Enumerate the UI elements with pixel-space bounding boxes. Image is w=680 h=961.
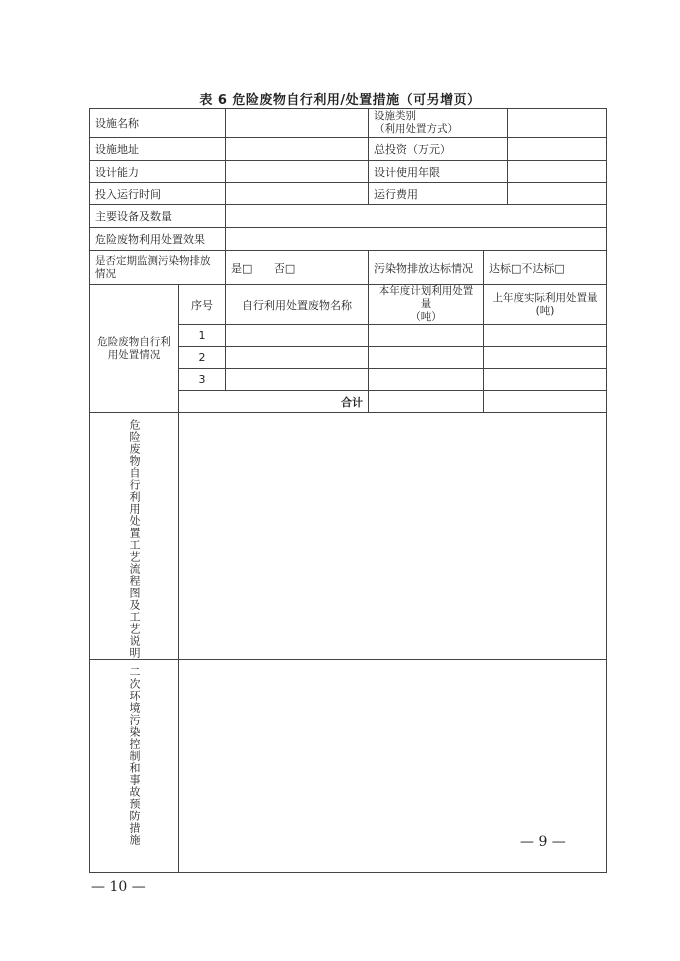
row-design-capacity [90,161,607,183]
design-capacity-label: 设计能力 [90,161,226,183]
row-facility-address [90,138,607,161]
monitoring-options [226,251,369,285]
planned-header-line1: 本年度计划利用处置量 [378,285,474,310]
row-start-time [90,183,607,205]
facility-address-label: 设施地址 [90,138,226,161]
row-monitoring [90,251,607,285]
seq-cell: 1 [179,325,226,347]
facility-type-field[interactable] [508,109,607,138]
planned-amount-cell[interactable] [369,325,484,347]
actual-amount-cell[interactable] [484,347,607,369]
disposal-section-label: 危险废物自行利用处置情况 [90,285,179,413]
no-checkbox[interactable]: 否□ [273,261,296,275]
row-treatment-effect [90,228,607,251]
planned-amount-cell[interactable] [369,369,484,391]
row-main-equipment [90,205,607,228]
actual-header-line1: 上年度实际利用处置量 [492,291,598,304]
planned-amount-header [369,285,484,325]
start-time-label: 投入运行时间 [90,183,226,205]
planned-header-line2: （吨） [410,311,442,323]
compliant-checkbox[interactable]: 达标□ [489,261,522,275]
actual-header-line2: (吨) [535,304,555,317]
waste-name-cell[interactable] [226,325,369,347]
page-number-inner: — 9 — [520,834,566,850]
process-section-text: 危险废物自行利用处置工艺流程图及工艺说明 [128,419,141,659]
secondary-section-text: 二次环境污染控制和事故预防措施 [128,666,141,846]
facility-type-line2: （利用处置方式） [374,123,458,135]
emission-compliance-label: 污染物排放达标情况 [369,251,484,285]
yes-checkbox[interactable]: 是□ [231,261,253,275]
seq-cell: 3 [179,369,226,391]
waste-name-header: 自行利用处置废物名称 [226,285,369,325]
start-time-field[interactable] [226,183,369,205]
total-investment-field[interactable] [508,138,607,161]
design-life-label: 设计使用年限 [369,161,508,183]
main-equipment-label: 主要设备及数量 [90,205,226,228]
design-life-field[interactable] [508,161,607,183]
row-disposal-header [90,285,607,325]
main-equipment-field[interactable] [226,205,607,228]
actual-amount-cell[interactable] [484,325,607,347]
page-number-outer: — 10 — [91,879,146,895]
facility-name-field[interactable] [226,109,369,138]
row-facility-name [90,109,607,138]
row-process-section [90,413,607,660]
operating-cost-field[interactable] [508,183,607,205]
planned-amount-cell[interactable] [369,347,484,369]
facility-type-line1: 设施类别 [374,110,416,122]
compliance-options [484,251,607,285]
monitoring-question-label: 是否定期监测污染物排放情况 [90,251,226,285]
operating-cost-label: 运行费用 [369,183,508,205]
seq-cell: 2 [179,347,226,369]
design-capacity-field[interactable] [226,161,369,183]
waste-disposal-form [89,108,607,873]
seq-header: 序号 [179,285,226,325]
waste-name-cell[interactable] [226,369,369,391]
treatment-effect-field[interactable] [226,228,607,251]
noncompliant-checkbox[interactable]: 不达标□ [521,261,565,275]
facility-address-field[interactable] [226,138,369,161]
page-title: 表 6 危险废物自行利用/处置措施（可另增页） [199,93,481,108]
actual-amount-header [484,285,607,325]
process-section-field[interactable] [179,413,607,660]
planned-total-cell[interactable] [369,391,484,413]
total-investment-label: 总投资（万元） [369,138,508,161]
actual-amount-cell[interactable] [484,369,607,391]
facility-name-label: 设施名称 [90,109,226,138]
total-label: 合计 [179,391,369,413]
process-section-label [90,413,179,660]
treatment-effect-label: 危险废物利用处置效果 [90,228,226,251]
facility-type-label [369,109,508,138]
actual-total-cell[interactable] [484,391,607,413]
waste-name-cell[interactable] [226,347,369,369]
secondary-section-label [90,660,179,873]
